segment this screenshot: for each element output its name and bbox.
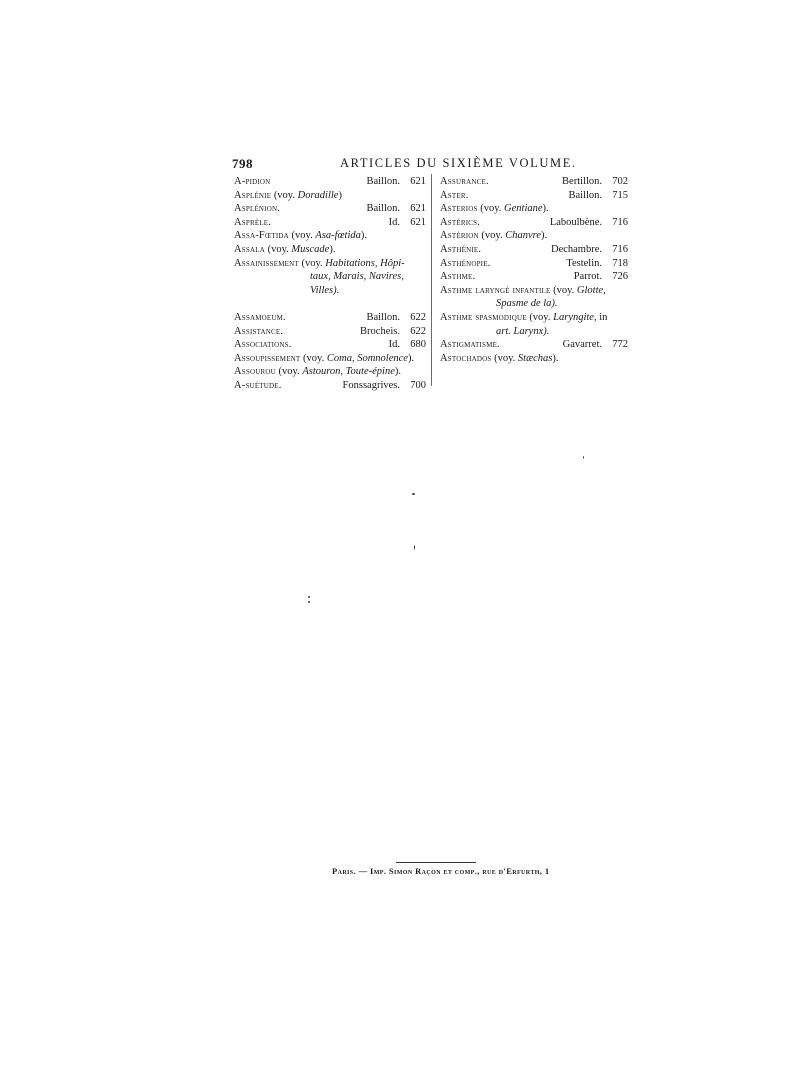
index-entry (234, 202, 426, 216)
page-ref: 700 (410, 379, 426, 391)
index-entry (234, 352, 426, 366)
index-entry (234, 311, 426, 325)
index-entry (440, 257, 628, 271)
cross-reference-target: Villes). (310, 284, 340, 296)
entry-author (563, 338, 628, 352)
author-name: Dechambre. (550, 243, 602, 255)
footer-rule (396, 862, 476, 863)
cross-reference-target: Glotte, (576, 284, 606, 296)
author-name: Bertillon. (562, 176, 602, 187)
running-head: ARTICLES DU SIXIÈME VOLUME. (340, 156, 577, 170)
entry-heading: Asthénopie. (440, 257, 491, 269)
page-ref: 621 (410, 176, 426, 187)
entry-heading: Asterios (440, 203, 478, 215)
entry-continuation (234, 284, 426, 298)
cross-reference-target: Muscade (291, 243, 330, 255)
entry-author (366, 175, 426, 189)
scan-speck (583, 456, 584, 459)
cross-reference: (voy. Glotte, (550, 284, 606, 296)
author-name: Brocheis. (360, 325, 400, 337)
cross-reference-target: Habitations, Hôpi- (325, 257, 405, 269)
page-number: 798 (232, 156, 253, 171)
entry-author (389, 216, 426, 230)
entry-continuation (440, 325, 628, 339)
continuation-text (234, 270, 426, 284)
page-ref: 621 (410, 203, 426, 215)
index-entry (234, 257, 426, 271)
continuation-text (440, 325, 628, 339)
entry-heading: Assa-Fœtida (234, 230, 289, 242)
entry-author (360, 325, 426, 339)
entry-heading: Astochados (440, 352, 492, 364)
column-divider (431, 174, 432, 386)
cross-reference: (voy. Gentiane). (477, 203, 549, 215)
entry-author (566, 257, 628, 271)
index-entry (440, 284, 628, 298)
entry-heading: Asthme laryngé infantile (440, 284, 551, 296)
entry-heading: Astérics. (440, 216, 481, 228)
entry-heading: Asprèle. (234, 216, 272, 228)
entry-continuation (440, 297, 628, 311)
left-column (234, 175, 426, 393)
entry-heading: Asthénie. (440, 243, 482, 255)
cross-reference-target: taux, Marais, Navires, (310, 271, 404, 283)
page-ref: 715 (612, 189, 628, 201)
page-ref: 702 (612, 176, 628, 187)
entry-spacer (234, 297, 426, 311)
index-entry (440, 338, 628, 352)
cross-reference-target: Chanvre (505, 230, 541, 242)
entry-author (568, 189, 628, 203)
index-entry (234, 189, 426, 203)
entry-author (389, 338, 426, 352)
cross-reference: (voy. Habitations, Hôpi- (298, 257, 405, 269)
page-ref: 621 (410, 216, 426, 228)
author-name: Id. (388, 339, 400, 351)
cross-reference: (voy. Stæchas). (491, 352, 559, 364)
cross-reference: (voy. Muscade). (264, 243, 336, 255)
entry-author (550, 216, 628, 230)
index-entry (234, 243, 426, 257)
entry-author (366, 202, 426, 216)
page-ref: 716 (612, 243, 628, 255)
scan-speck (414, 545, 415, 550)
entry-heading: Asplénie (234, 189, 272, 201)
scan-speck (412, 493, 415, 495)
page-ref: 726 (612, 271, 628, 283)
page-ref: 622 (410, 325, 426, 337)
author-name: Parrot. (573, 271, 602, 283)
entry-heading: Assourou (234, 366, 276, 378)
scan-speck (308, 601, 310, 603)
entry-heading: Asthme. (440, 271, 476, 283)
cross-reference-target: Astouron, Toute-épine (302, 366, 395, 378)
entry-heading: Asplénion. (234, 203, 281, 215)
cross-reference-target: art. Larynx). (496, 325, 550, 337)
entry-author (343, 379, 426, 393)
cross-reference-target: Asa-fœtida (315, 230, 361, 242)
author-name: Baillon. (366, 311, 400, 323)
author-name: Baillon. (366, 203, 400, 215)
entry-author (574, 270, 628, 284)
page-ref: 772 (612, 339, 628, 351)
index-entry (234, 338, 426, 352)
scan-speck (308, 596, 310, 598)
index-entry (234, 216, 426, 230)
entry-heading: Assurance. (440, 176, 489, 187)
index-entry (440, 216, 628, 230)
entry-heading: Assainissement (234, 257, 299, 269)
cross-reference-target: Gentiane (504, 203, 543, 215)
index-entry (440, 243, 628, 257)
cross-reference: (voy. Laryngite, in (526, 311, 608, 323)
entry-heading: A-suétude. (234, 379, 282, 391)
entry-author (562, 175, 628, 189)
continuation-text (440, 297, 628, 311)
entry-author (551, 243, 628, 257)
entry-heading: Assoupissement (234, 352, 301, 364)
index-entry (234, 175, 426, 189)
author-name: Testelin. (566, 257, 602, 269)
entry-heading: Assamoeum. (234, 311, 286, 323)
index-entry (234, 229, 426, 243)
author-name: Id. (388, 216, 400, 228)
author-name: Gavarret. (562, 339, 602, 351)
index-entry (234, 325, 426, 339)
index-entry (440, 189, 628, 203)
continuation-text (234, 284, 426, 298)
right-column (440, 175, 628, 365)
cross-reference: (voy. Astouron, Toute-épine). (275, 366, 401, 378)
index-entry (234, 379, 426, 393)
cross-reference-target: Laryngite, (553, 311, 597, 323)
page-ref: 716 (612, 216, 628, 228)
cross-reference-target: Stæchas (517, 352, 553, 364)
index-entry (440, 202, 628, 216)
printer-imprint: Paris. — Imp. Simon Raçon et comp., rue d'Erfurth, 1 (332, 866, 550, 876)
entry-heading: Aster. (440, 189, 469, 201)
cross-reference: (voy. Chanvre). (478, 230, 548, 242)
author-name: Baillon. (366, 176, 400, 187)
cross-reference-target: Spasme de la). (496, 298, 558, 310)
entry-heading: Assistance. (234, 325, 284, 337)
entry-continuation (234, 270, 426, 284)
entry-heading: Asthme spasmodique (440, 311, 527, 323)
index-entry (440, 175, 628, 189)
index-entry (440, 229, 628, 243)
cross-reference: (voy. Coma, Somnolence). (300, 352, 415, 364)
author-name: Laboulbène. (549, 216, 602, 228)
page-ref: 622 (410, 311, 426, 323)
index-entry (234, 365, 426, 379)
entry-heading: Astigmatisme. (440, 339, 500, 351)
entry-heading: Astérion (440, 230, 479, 242)
entry-heading: Assala (234, 243, 265, 255)
cross-reference-target: Doradille (297, 189, 339, 201)
page-ref: 680 (410, 339, 426, 351)
cross-reference: (voy. Asa-fœtida). (288, 230, 367, 242)
cross-reference-target: Coma, Somnolence (326, 352, 408, 364)
entry-author (366, 311, 426, 325)
entry-heading: A-pidion (234, 176, 271, 187)
index-entry (440, 311, 628, 325)
cross-reference: (voy. Doradille) (271, 189, 342, 201)
author-name: Baillon. (568, 189, 602, 201)
author-name: Fonssagrives. (342, 379, 400, 391)
page-ref: 718 (612, 257, 628, 269)
index-entry (440, 352, 628, 366)
entry-heading: Associations. (234, 339, 292, 351)
index-entry (440, 270, 628, 284)
